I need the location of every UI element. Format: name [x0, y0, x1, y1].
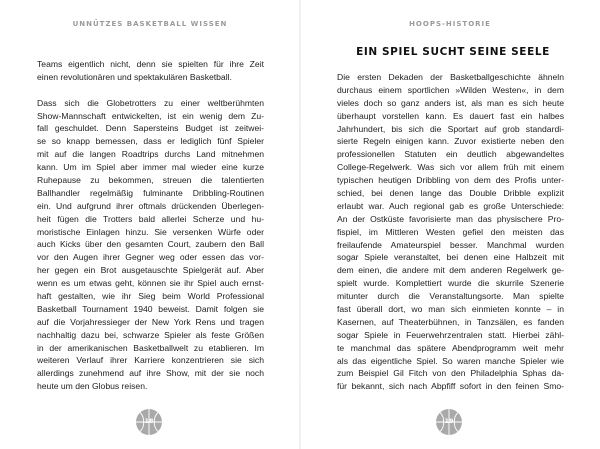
paragraph — [37, 58, 264, 84]
text-line: heute um den Globus reisen. — [37, 381, 148, 392]
text-line: her gegen ein Brot ausgetauschte Spielgerät auf. Aber — [37, 265, 264, 276]
text-line: einen revolutionären und spektakulären Basketball. — [37, 71, 232, 82]
text-line: überhaupt vorstellen kann. Es dauert fast ein halbes — [337, 110, 564, 121]
body-text — [37, 58, 264, 406]
text-line: dem einen, die andere mit dem anderen Regelwerk ge- — [337, 265, 564, 276]
page-number-badge — [135, 408, 163, 436]
paragraph — [37, 97, 264, 393]
text-line: ein. Und aufgrund ihrer oftmals drückenden Überlegen- — [37, 200, 264, 211]
text-line: moristische Einlagen hinzu. Sie versenken Würfe oder — [37, 226, 264, 237]
text-line: An der Ostküste favorisierte man das physischere Pro- — [337, 213, 564, 224]
text-line: weiteren Verlauf ihrer Karriere konzentrieren sie sich — [37, 355, 264, 366]
text-line: durchaus einem sportlichen »Wilden Westen«, in dem — [337, 84, 564, 95]
text-line: in der amerikanischen Basketballwelt zu etablieren. Im — [37, 342, 264, 353]
text-line: Ballhandler regelmäßig fulminante Dribbling-Routinen — [37, 187, 264, 198]
text-line: als das eigentliche Spiel. So waren manche Spieler wie — [337, 355, 564, 366]
text-line: se so knapp bemessen, dass er lediglich fünf Spieler — [37, 136, 264, 147]
body-text — [337, 71, 564, 406]
text-line: Teams eigentlich nicht, denn sie spielten für ihre Zeit — [37, 59, 264, 69]
text-line: Basketball Tournament 1940 beweist. Damit folgen sie — [37, 303, 264, 314]
text-line: Jahrhundert, bis sich die Sportart auf grob standardi- — [337, 123, 564, 134]
page-number-badge — [435, 408, 463, 436]
text-line: sierte Regeln einigen kann. Zuvor existierte neben den — [337, 136, 564, 147]
text-line: College-Regelwerk. Was sich vor allem früh mit einem — [337, 162, 564, 173]
text-line: spielt wurde. Komplettiert wurde die skurrile Szenerie — [337, 278, 564, 289]
text-line: fall geschuldet. Denn Sapersteins Budget ist zeitwei- — [37, 123, 264, 134]
text-line: Kasernen, auf Theaterbühnen, in Tanzsälen, es fanden — [337, 316, 564, 327]
text-line: allerdings zunehmend auf ihre Show, mit der sie noch — [37, 368, 264, 379]
page-number: 18 — [144, 417, 154, 425]
text-line: Die ersten Dekaden der Basketballgeschichte ähneln — [337, 72, 564, 82]
text-line: Show-Mannschaft entwickelten, ist ein wenig dem Zu- — [37, 110, 264, 121]
text-line: Dass sich die Globetrotters zu einer weltberühmten — [37, 97, 264, 108]
section-title: EIN SPIEL SUCHT SEINE SEELE — [356, 46, 550, 58]
text-line: kann. Um im Spiel aber immer mal wieder eine kurze — [37, 162, 264, 173]
text-line: te manchmal das spätere Abendprogramm weit mehr — [337, 342, 564, 353]
text-line: fispiel, im Mittleren Westen gefiel den meisten das — [337, 226, 564, 237]
text-line: mit auf die langen Roadtrips durchs Land mitnehmen — [37, 149, 264, 160]
running-head: HOOPS-HISTORIE — [409, 20, 491, 28]
text-line: Ruhepause zu bekommen, streuen die talentierten — [37, 175, 264, 186]
text-line: fast überall dort, wo man sich einmieten konnte – in — [337, 304, 564, 315]
text-line: auch Kicks über den gesamten Court, zaubern den Ball — [37, 239, 264, 250]
right-page — [300, 0, 600, 449]
text-line: zum Beispiel Gil Fitch von den Philadelphia Sphas da- — [337, 368, 564, 379]
text-line: sogar Spiele in Feuerwehrzentralen statt. Hierbei zähl- — [337, 329, 564, 340]
text-line: sogar Spiele veranstaltet, bei denen eine Halbzeit mit — [337, 252, 564, 263]
text-line: haft gestalten, wie ihr Sieg beim World Professional — [37, 291, 264, 302]
text-line: freilaufende Amateurspiel besser. Manchmal wurden — [337, 239, 564, 250]
text-line: erlaubt war. Auch regional gab es große Unterschiede: — [337, 200, 564, 211]
text-line: für bekannt, sich nach Abpfiff sofort in den feinen Smo- — [337, 381, 564, 392]
text-line: nachhaltig dazu bei, schwarze Spieler als feste Größen — [37, 329, 264, 340]
text-line: schied, bei denen lange das Double Dribble explizit — [337, 188, 564, 199]
text-line: typischen heutigen Dribbling von dem des Profis unter- — [337, 175, 564, 186]
text-line: vieles doch so ganz anders ist, als man es sich heute — [337, 97, 564, 108]
text-line: vor den Augen ihrer Gegner weg oder essen das vor- — [37, 252, 264, 263]
paragraph — [337, 71, 564, 393]
text-line: professionellen Statuten ein deutlich abgewandeltes — [337, 149, 564, 160]
text-line: auf die Vorjahressieger der New York Rens und tragen — [37, 316, 264, 327]
running-head: UNNÜTZES BASKETBALL WISSEN — [72, 20, 228, 28]
page-number: 19 — [444, 417, 454, 425]
text-line: wenn es um etwas geht, können sie ihr Spiel auch ernst- — [37, 278, 264, 289]
text-line: mitunter durch die Veranstaltungsorte. Man spielte — [337, 291, 564, 302]
text-line: heit fügen die Trotters bald allerlei Scherze und hu- — [37, 213, 264, 224]
